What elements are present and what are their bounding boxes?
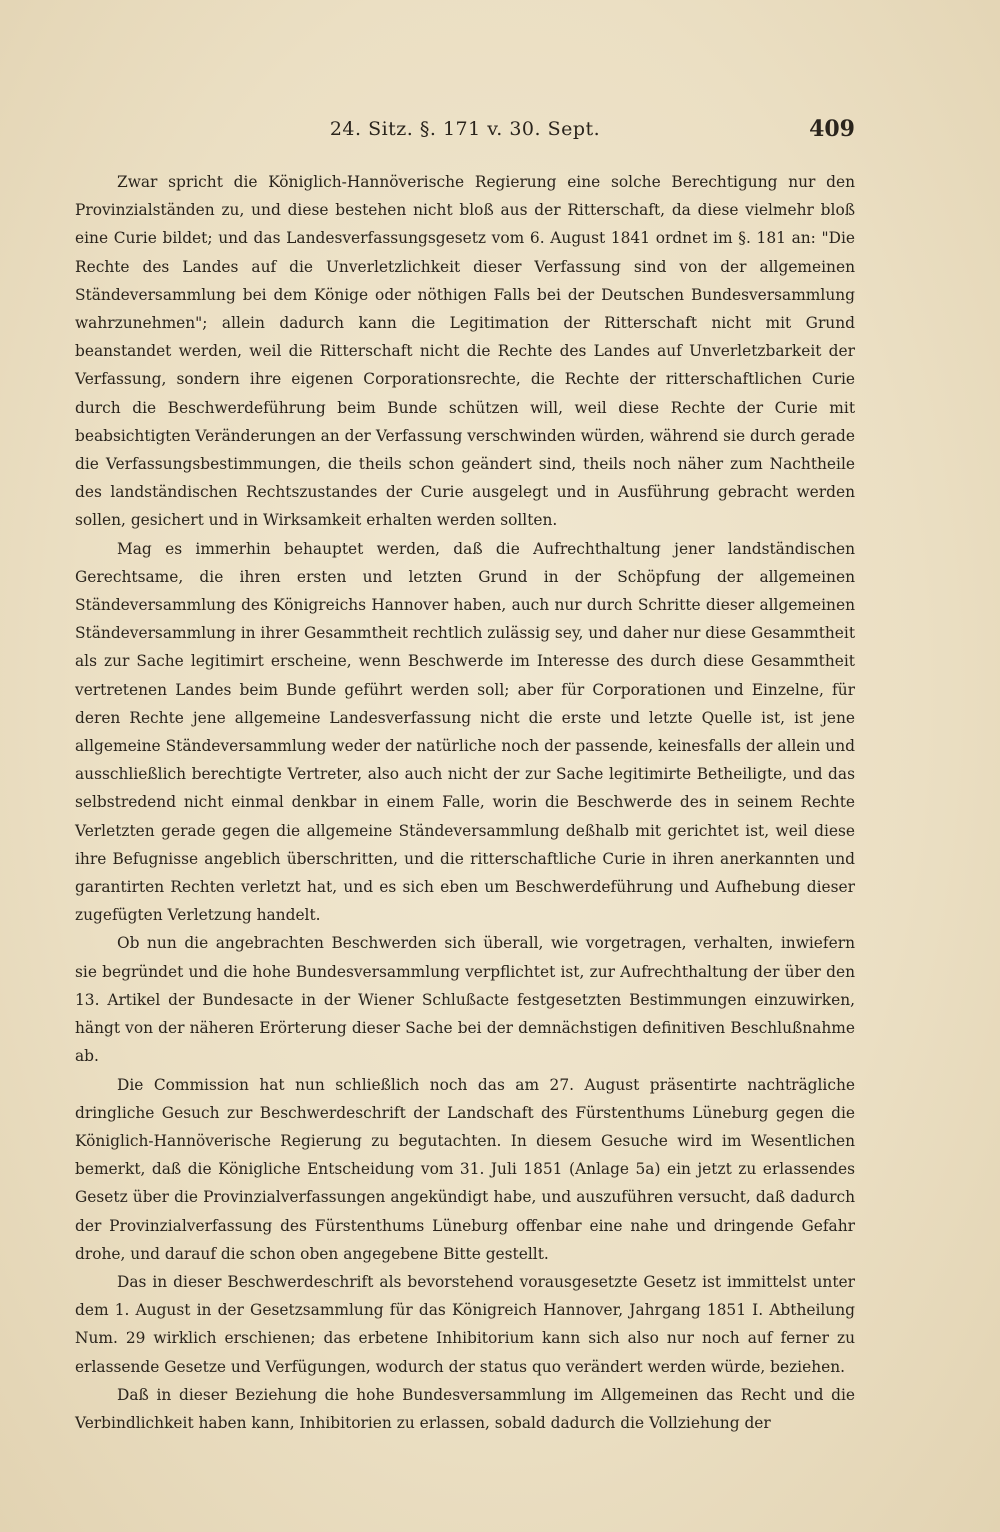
page-number: 409 bbox=[809, 116, 855, 142]
paragraph-5: Das in dieser Beschwerdeschrift als bevorstehend vorausgesetzte Gesetz ist immittelst unter dem 1. August in der Gesetzsammlung für das Königreich Hannover, Jahrgang 1851 I. Abtheilung Num. 29 wirklich erschienen; das erbetene Inhibitorium kann sich also nur noch auf ferner zu erlassende Gesetze und Verfügungen, wodurch der status quo verändert werden würde, beziehen. bbox=[75, 1272, 855, 1376]
page-header bbox=[75, 118, 855, 148]
paragraph-2: Mag es immerhin behauptet werden, daß die Aufrechthaltung jener landständischen Gerechtsame, die ihren ersten und letzten Grund in der Schöpfung der allgemeinen Ständeversammlung des Königreichs Hannover haben, auch nur durch Schritte dieser allgemeinen Ständeversammlung in ihrer Gesammtheit rechtlich zulässig sey, und daher nur diese Gesammtheit als zur Sache legitimirt erscheine, wenn Beschwerde im Interesse des durch diese Gesammtheit vertretenen Landes beim Bunde geführt werden soll; aber für Corporationen und Einzelne, für deren Rechte jene allgemeine Landesverfassung nicht die erste und letzte Quelle ist, ist jene allgemeine Ständeversammlung weder der natürliche noch der passende, keinesfalls der allein und ausschließlich berechtigte Vertreter, also auch nicht der zur Sache legitimirte Betheiligte, und das selbstredend nicht einmal denkbar in einem Falle, worin die Beschwerde des in seinem Rechte Verletzten gerade gegen die allgemeine Ständeversammlung deßhalb mit gerichtet ist, weil diese ihre Befugnisse angeblich überschritten, und die ritterschaftliche Curie in ihren anerkannten und garantirten Rechten verletzt hat, und es sich eben um Beschwerdeführung und Aufhebung dieser zugefügten Verletzung handelt. bbox=[75, 539, 856, 925]
body-text bbox=[75, 168, 855, 1437]
running-head: 24. Sitz. §. 171 v. 30. Sept. bbox=[329, 118, 601, 140]
paragraph-3: Ob nun die angebrachten Beschwerden sich überall, wie vorgetragen, verhalten, inwiefern sie begründet und die hohe Bundesversammlung verpflichtet ist, zur Aufrechthaltung der über den 13. Artikel der Bundesacte in der Wiener Schlußacte festgesetzten Bestimmungen einzuwirken, hängt von der näheren Erörterung dieser Sache bei der demnächstigen definitiven Beschlußnahme ab. bbox=[75, 934, 855, 1066]
paragraph-1: Zwar spricht die Königlich-Hannöverische Regierung eine solche Berechtigung nur den Provinzialständen zu, und diese bestehen nicht bloß aus der Ritterschaft, da diese vielmehr bloß eine Curie bildet; und das Landesverfassungsgesetz vom 6. August 1841 ordnet im §. 181 an: "Die Rechte des Landes auf die Unverletzlichkeit dieser Verfassung sind von der allgemeinen Ständeversammlung bei dem Könige oder nöthigen Falls bei der Deutschen Bundesversammlung wahrzunehmen"; allein dadurch kann die Legitimation der Ritterschaft nicht mit Grund beanstandet werden, weil die Ritterschaft nicht die Rechte des Landes auf Unverletzbarkeit der Verfassung, sondern ihre eigenen Corporationsrechte, die Rechte der ritterschaftlichen Curie durch die Beschwerdeführung beim Bunde schützen will, weil diese Rechte der Curie mit beabsichtigten Veränderungen an der Verfassung verschwinden würden, während sie durch gerade die Verfassungsbestimmungen, die theils schon geändert sind, theils noch näher zum Nachtheile des landständischen Rechtszustandes der Curie ausgelegt und in Ausführung gebracht werden sollen, gesichert und in Wirksamkeit erhalten werden sollten. bbox=[75, 173, 855, 530]
paragraph-4: Die Commission hat nun schließlich noch das am 27. August präsentirte nachträgliche dringliche Gesuch zur Beschwerdeschrift der Landschaft des Fürstenthums Lüneburg gegen die Königlich-Hannöverische Regierung zu begutachten. In diesem Gesuche wird im Wesentlichen bemerkt, daß die Königliche Entscheidung vom 31. Juli 1851 (Anlage 5a) ein jetzt zu erlassendes Gesetz über die Provinzialverfassungen angekündigt habe, und auszuführen versucht, daß dadurch der Provinzialverfassung des Fürstenthums Lüneburg offenbar eine nahe und dringende Gefahr drohe, und darauf die schon oben angegebene Bitte gestellt. bbox=[75, 1075, 855, 1263]
paragraph-6: Daß in dieser Beziehung die hohe Bundesversammlung im Allgemeinen das Recht und die Verbindlichkeit haben kann, Inhibitorien zu erlassen, sobald dadurch die Vollziehung der bbox=[75, 1385, 855, 1432]
